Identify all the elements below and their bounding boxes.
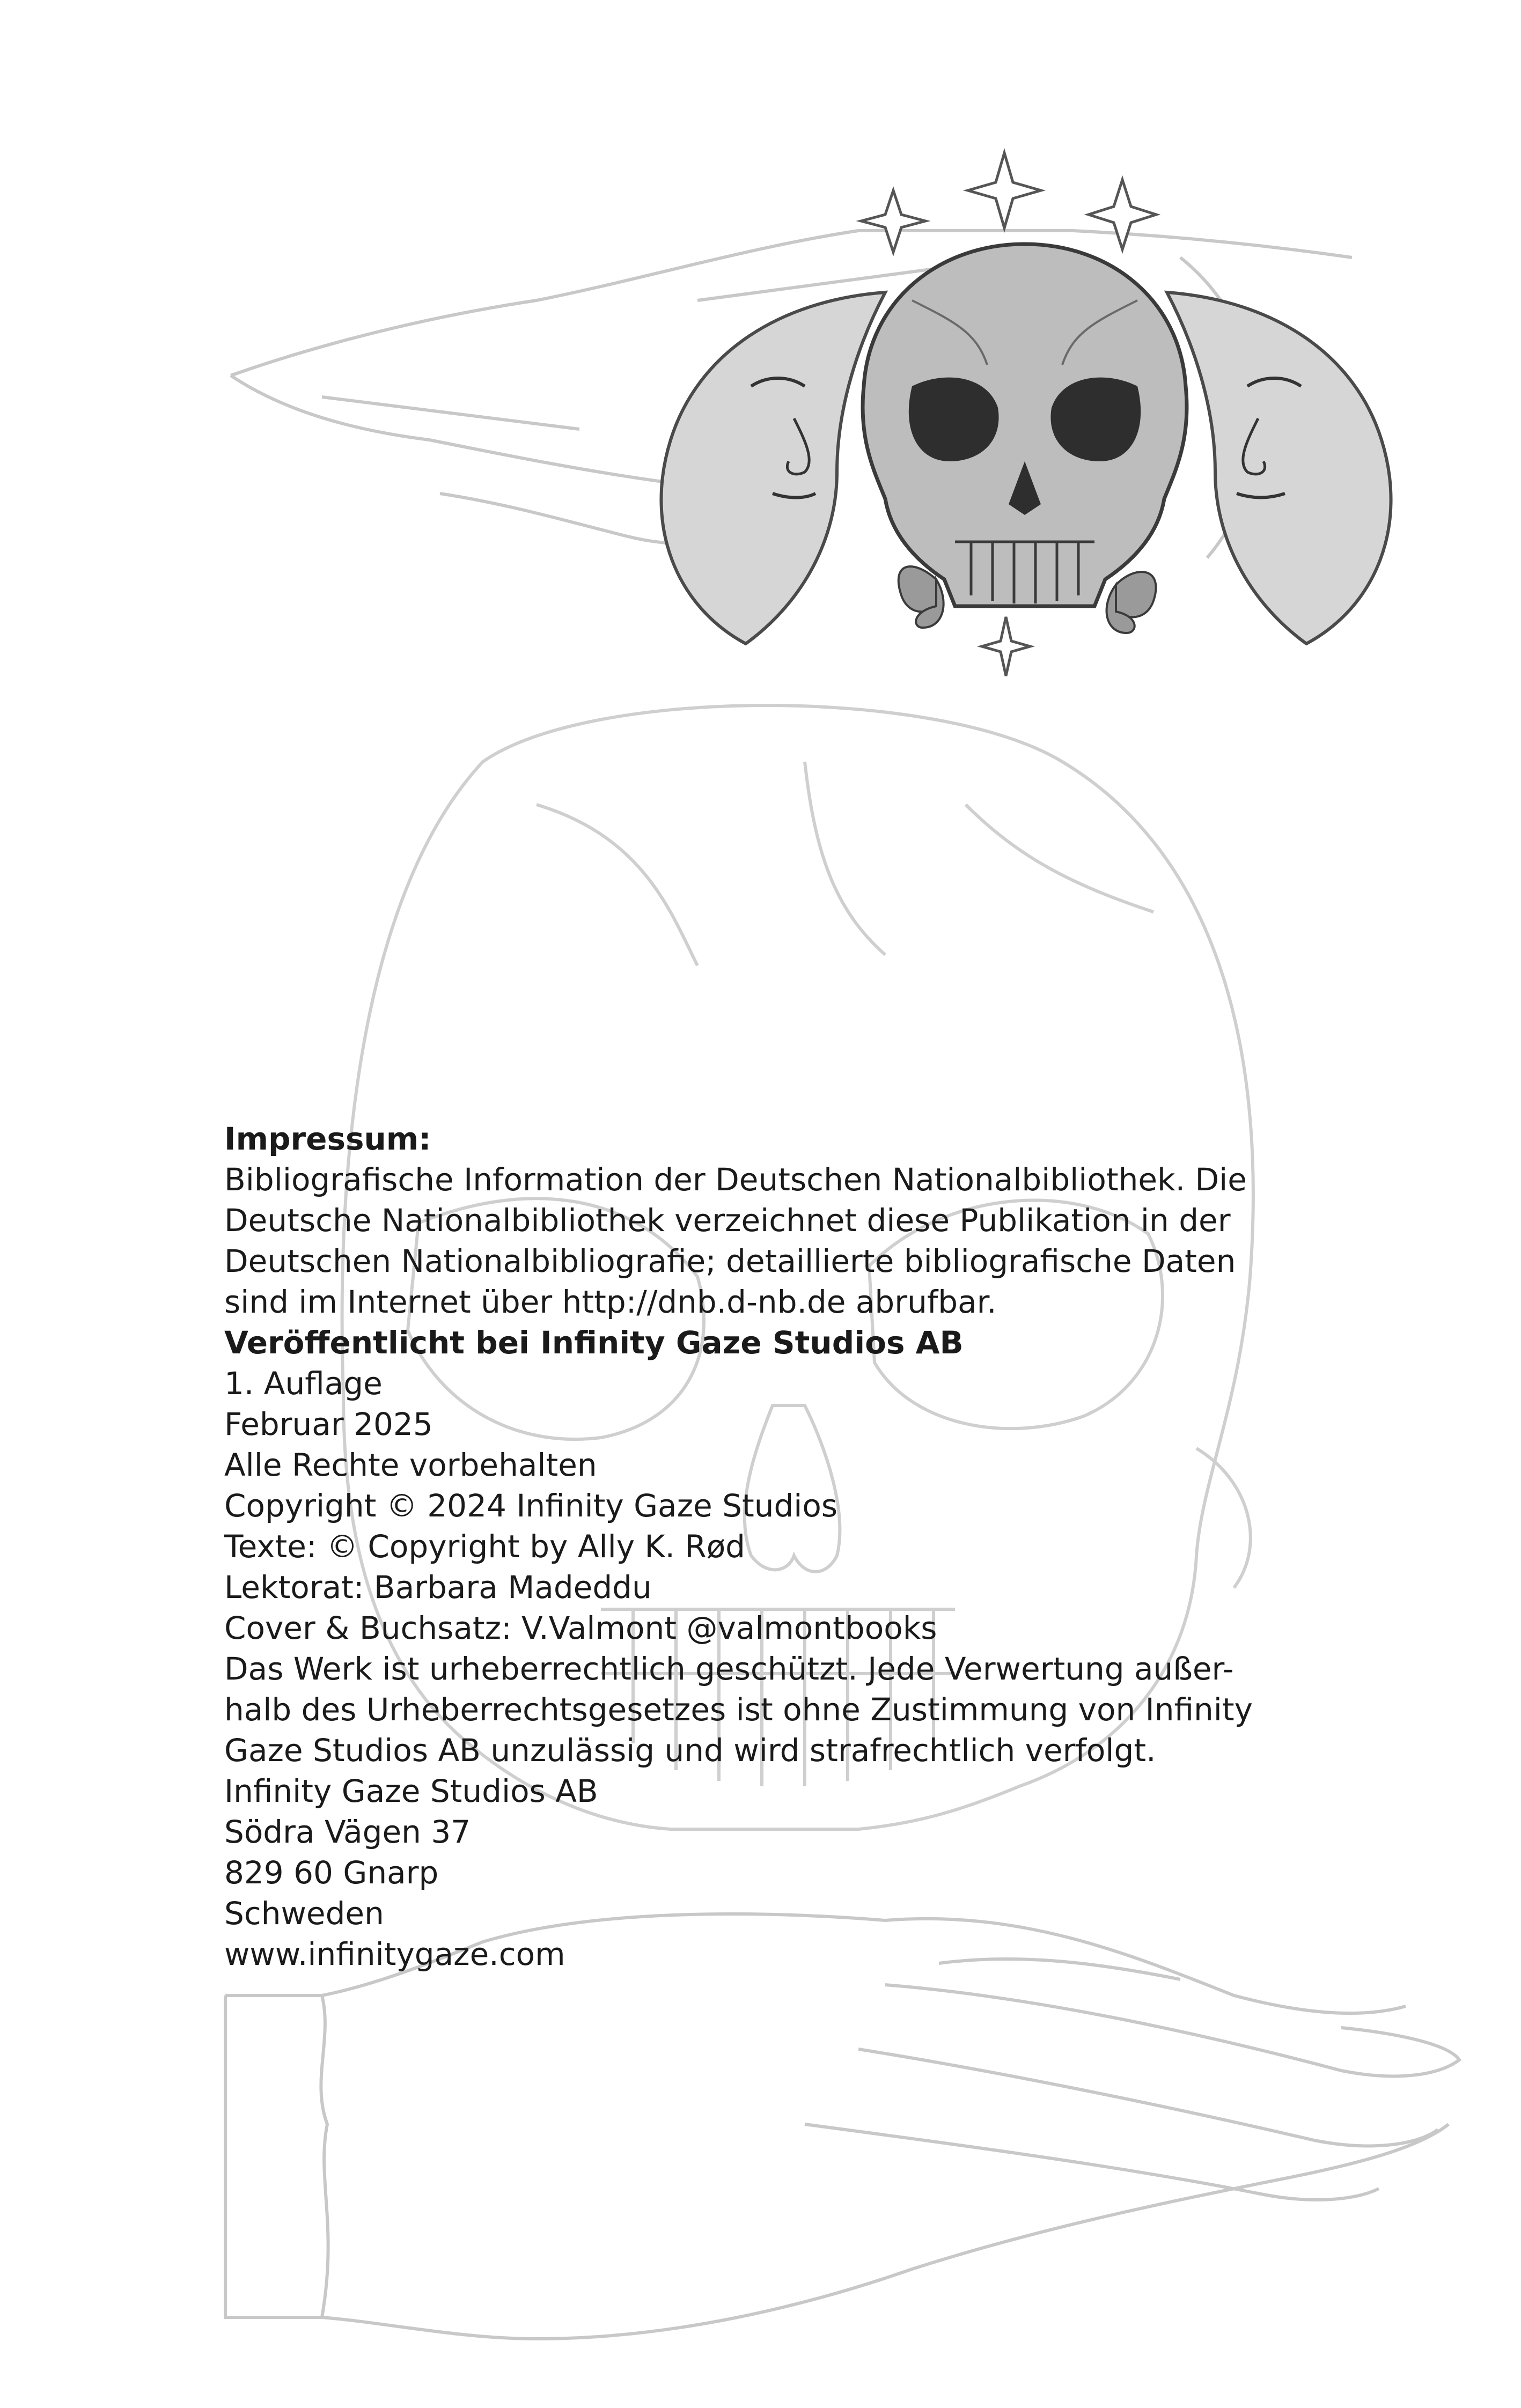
address-street: Södra Vägen 37: [224, 1814, 471, 1850]
dnb-notice-line: Deutsche Nationalbibliothek verzeichnet diese Publikation in der: [224, 1202, 1231, 1239]
publisher-line: Veröffentlicht bei Infinity Gaze Studios AB: [224, 1324, 964, 1361]
cover-line: Cover & Buchsatz: V.Valmont @valmontbooks: [224, 1610, 937, 1646]
rights-line: Alle Rechte vorbehalten: [224, 1447, 597, 1483]
legal-notice-line: Das Werk ist urheberrechtlich geschützt. Jede Verwertung außer-: [224, 1651, 1234, 1687]
bottom-hand-icon: [225, 1914, 1459, 2339]
date-line: Februar 2025: [224, 1406, 433, 1442]
left-crescent-moon-icon: [661, 292, 885, 644]
legal-notice-line: halb des Urheberrechtsgesetzes ist ohne Zustimmung von Infinity: [224, 1691, 1253, 1728]
dnb-notice-line: Bibliografische Information der Deutschen Nationalbibliothek. Die: [224, 1161, 1247, 1198]
top-skull-icon: [863, 244, 1187, 606]
address-website: www.infinitygaze.com: [224, 1936, 565, 1972]
address-company: Infinity Gaze Studios AB: [224, 1773, 598, 1809]
copyright-line: Copyright © 2024 Infinity Gaze Studios: [224, 1487, 838, 1524]
publisher-address: [224, 1771, 1303, 1975]
dnb-notice-line: Deutschen Nationalbibliografie; detaillierte bibliografische Daten: [224, 1243, 1236, 1279]
texts-line: Texte: © Copyright by Ally K. Rød: [224, 1528, 745, 1565]
address-city: 829 60 Gnarp: [224, 1854, 439, 1891]
imprint-block: [224, 1118, 1303, 1975]
address-country: Schweden: [224, 1895, 384, 1932]
imprint-heading: Impressum:: [224, 1121, 431, 1157]
dnb-notice-line: sind im Internet über http://dnb.d-nb.de abrufbar.: [224, 1284, 997, 1320]
edition-line: 1. Auflage: [224, 1365, 383, 1402]
legal-notice: [224, 1648, 1303, 1771]
legal-notice-line: Gaze Studios AB unzulässig und wird strafrechtlich verfolgt.: [224, 1732, 1156, 1769]
dnb-notice: [224, 1159, 1303, 1322]
editing-line: Lektorat: Barbara Madeddu: [224, 1569, 652, 1606]
right-crescent-moon-icon: [1167, 292, 1391, 644]
